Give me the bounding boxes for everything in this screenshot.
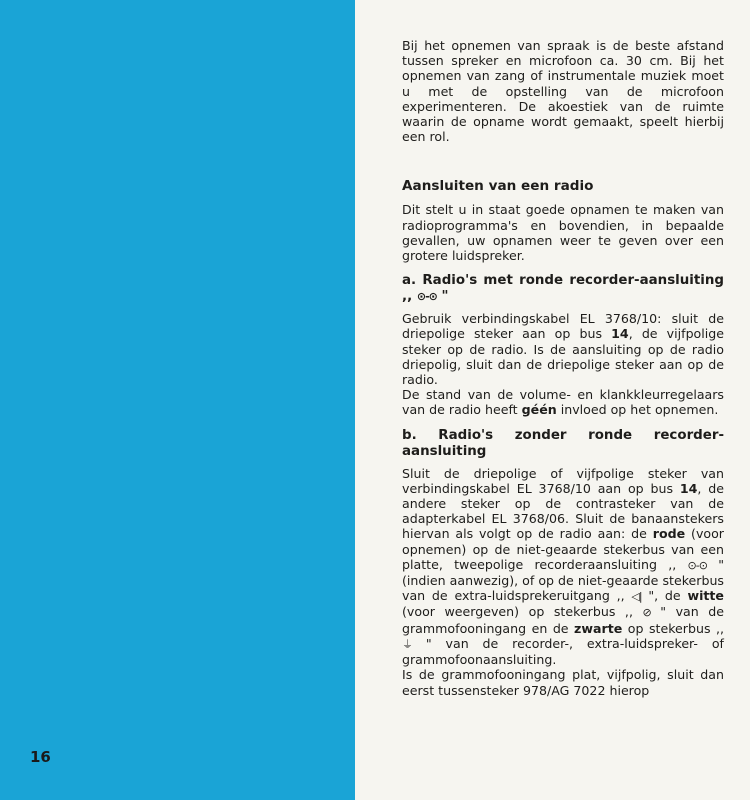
- subsection-a-paragraph-1: [402, 311, 724, 387]
- subsection-b-paragraph-1: [402, 466, 724, 668]
- text-column: [402, 38, 724, 698]
- section-intro: Dit stelt u in staat goede opnamen te maken van radioprogramma's en bovendien, in bepaalde gevallen, uw opnamen weer te geven over een grotere luidspreker.: [402, 202, 724, 264]
- emphasis-white: witte: [687, 588, 724, 604]
- text-span: , de vijfpolige steker op de radio. Is de aansluiting op de radio driepolig, sluit dan de driepolige steker aan op de radio.: [402, 326, 725, 388]
- text-span: " (indien aanwezig), of op de niet-geaarde stekerbus van de extra-luidsprekeruitgang ,,: [402, 556, 724, 604]
- ground-icon: ⏚: [402, 637, 412, 651]
- gramophone-icon: ⊘: [642, 606, 651, 620]
- text-span: De stand van de volume- en klankkleurregelaars van de radio heeft: [402, 387, 724, 418]
- subsection-a-heading-text: a. Radio's met ronde recorder-aansluiting ,,: [402, 273, 724, 305]
- text-span: , de andere steker op de contrasteker van de adapterkabel EL 3768/06. Sluit de banaanstekers hiervan als volgt op de radio aan: de: [402, 480, 724, 542]
- subsection-b-heading: b. Radio's zonder ronde recorder-aansluiting: [402, 427, 724, 459]
- blue-cover-panel: [0, 0, 355, 800]
- emphasis: géén: [521, 402, 557, 418]
- subsection-a-paragraph-2: [402, 387, 724, 417]
- emphasis-black: zwarte: [574, 620, 623, 636]
- text-span: Gebruik verbindingskabel EL 3768/10: sluit de driepolige steker aan op bus: [402, 311, 724, 342]
- bus-number: 14: [679, 480, 698, 496]
- text-span: (voor weergeven) op stekerbus ,,: [402, 604, 643, 620]
- section-heading: Aansluiten van een radio: [402, 178, 594, 195]
- emphasis-red: rode: [652, 526, 686, 542]
- text-span: op stekerbus ,,: [622, 620, 724, 636]
- recorder-socket-icon: ⊙-⊙: [416, 290, 437, 304]
- subsection-a-heading-end: ": [441, 289, 449, 305]
- text-span: (voor opnemen) op de niet-geaarde stekerbus van een platte, tweepolige recorderaansluiting ,,: [402, 526, 724, 572]
- subsection-b-paragraph-2: Is de grammofooningang plat, vijfpolig, sluit dan eerst tussensteker 978/AG 7022 hierop: [402, 667, 724, 698]
- speaker-icon: ◁|: [631, 590, 642, 604]
- text-span: ", de: [641, 588, 688, 604]
- text-span: invloed op het opnemen.: [556, 402, 719, 418]
- subsection-a-heading: [402, 273, 724, 305]
- recorder-socket-icon: ⊙-⊙: [687, 558, 707, 572]
- bus-number: 14: [611, 326, 629, 342]
- intro-paragraph: Bij het opnemen van spraak is de beste afstand tussen spreker en microfoon ca. 30 cm. Bij het opnemen van zang of instrumentale muziek moet u met de opstelling van de microfoon experimenteren. De akoestiek van de ruimte waarin de opname wordt gemaakt, speelt hierbij een rol.: [402, 38, 724, 145]
- text-span: Sluit de driepolige of vijfpolige steker van verbindingskabel EL 3768/10 aan op bus: [402, 465, 724, 496]
- text-span: " van de recorder-, extra-luidspreker- of grammofoonaansluiting.: [402, 635, 724, 668]
- text-span: " van de grammofooningang en de: [402, 604, 724, 636]
- page-number: 16: [30, 748, 51, 766]
